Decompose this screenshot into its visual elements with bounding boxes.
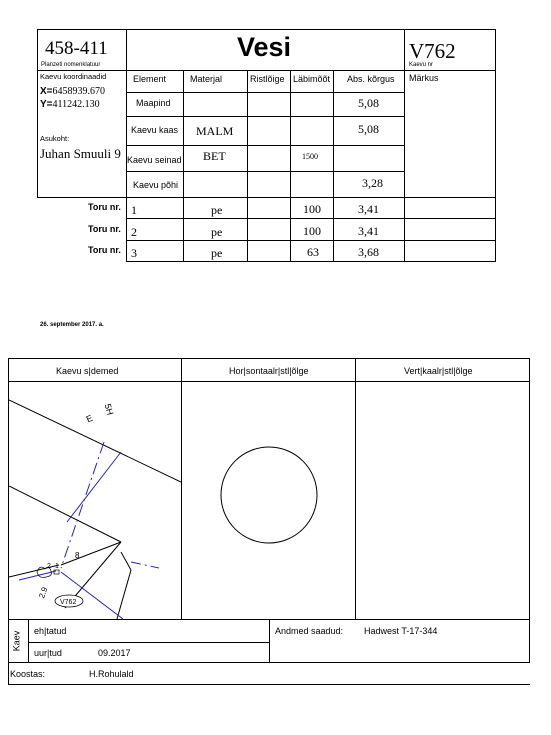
coord-y-label: Y= (40, 99, 53, 110)
map-label-2-9: 2.9 (37, 585, 50, 600)
map-label-e: E (84, 412, 95, 425)
pipe-height: 3,68 (358, 245, 379, 259)
coord-x-value: 6458939.670 (52, 86, 106, 97)
well-map-sketch (9, 382, 181, 619)
footer-source-label: Andmed saadud: (275, 626, 344, 636)
pipe-diameter: 100 (303, 224, 321, 238)
coord-y (40, 99, 100, 110)
footer-built: eh|tatud (34, 626, 67, 636)
table-row-element: Kaevu põhi (133, 180, 179, 190)
address: Juhan Smuuli 9 (40, 146, 121, 161)
report-date: 26. september 2017. a. (40, 322, 104, 328)
map-well-tag: V762 (60, 599, 77, 606)
table-row-element: Kaevu kaas (131, 125, 179, 135)
diagram-col-horizontal: Hor|sontaalr|stl|õlge (229, 366, 309, 376)
diagram-col-vertical: Vert|kaalr|stl|õlge (404, 366, 473, 376)
footer-author-label: Koostas: (10, 669, 46, 679)
pipe-num: 2 (131, 225, 137, 239)
diagram-col-map: Kaevu s|demed (56, 366, 119, 376)
footer-side-label: Kaev (11, 630, 22, 652)
footer-author-value: H.Rohulald (89, 669, 134, 679)
col-notes: Märkus (409, 73, 439, 83)
coords-caption: Kaevu koordinaadid (40, 72, 107, 81)
pipe-height: 3,41 (358, 224, 379, 238)
coord-x (40, 86, 105, 97)
footer-source-value: Hadwest T-17-344 (364, 626, 438, 636)
pipe-label: Toru nr. (88, 245, 121, 255)
map-label-5h: 5H (102, 402, 116, 417)
well-id: V762 (409, 39, 456, 63)
page-title: Vesi (237, 32, 292, 62)
table-row-height: 3,28 (362, 176, 383, 190)
col-element: Element (133, 74, 167, 84)
col-cross: Ristlõige (250, 74, 285, 84)
pipe-material: pe (211, 203, 223, 217)
table-row-element: Maapind (136, 98, 171, 108)
plan-number: 458-411 (45, 38, 108, 59)
pipe-material: pe (211, 225, 223, 239)
table-row-material: BET (203, 149, 226, 163)
col-height: Abs. kõrgus (347, 74, 395, 84)
horizontal-section-circle (182, 382, 355, 619)
pipe-diameter: 63 (307, 245, 319, 259)
address-caption: Asukoht: (40, 134, 70, 143)
col-material: Materjal (190, 74, 223, 84)
pipe-num: 1 (131, 203, 137, 217)
pipe-label: Toru nr. (88, 224, 121, 234)
table-row-material: MALM (196, 124, 234, 138)
well-id-caption: Kaevu nr (409, 62, 434, 68)
map-label-8: 8 (75, 551, 80, 560)
pipe-material: pe (211, 246, 223, 260)
col-diameter: Läbimõõt (293, 74, 331, 84)
well-card (0, 0, 551, 300)
coord-x-label: X= (40, 86, 53, 97)
pipe-label: Toru nr. (88, 202, 121, 212)
footer-surveyed-date: 09.2017 (98, 648, 131, 658)
coord-y-value: 411242.130 (52, 99, 100, 110)
table-row-height: 5,08 (358, 96, 379, 110)
table-row-diameter: 1500 (302, 152, 318, 161)
map-label-2: 2 (47, 563, 51, 570)
table-row-element: Kaevu seinad (127, 155, 182, 165)
map-label-1: 1 (55, 563, 59, 570)
pipe-num: 3 (131, 246, 137, 260)
pipe-height: 3,41 (358, 202, 379, 216)
plan-number-caption: Planzeti nomenklatuur (41, 62, 101, 68)
table-row-height: 5,08 (358, 122, 379, 136)
footer-surveyed: uur|tud (34, 648, 62, 658)
pipe-diameter: 100 (303, 202, 321, 216)
